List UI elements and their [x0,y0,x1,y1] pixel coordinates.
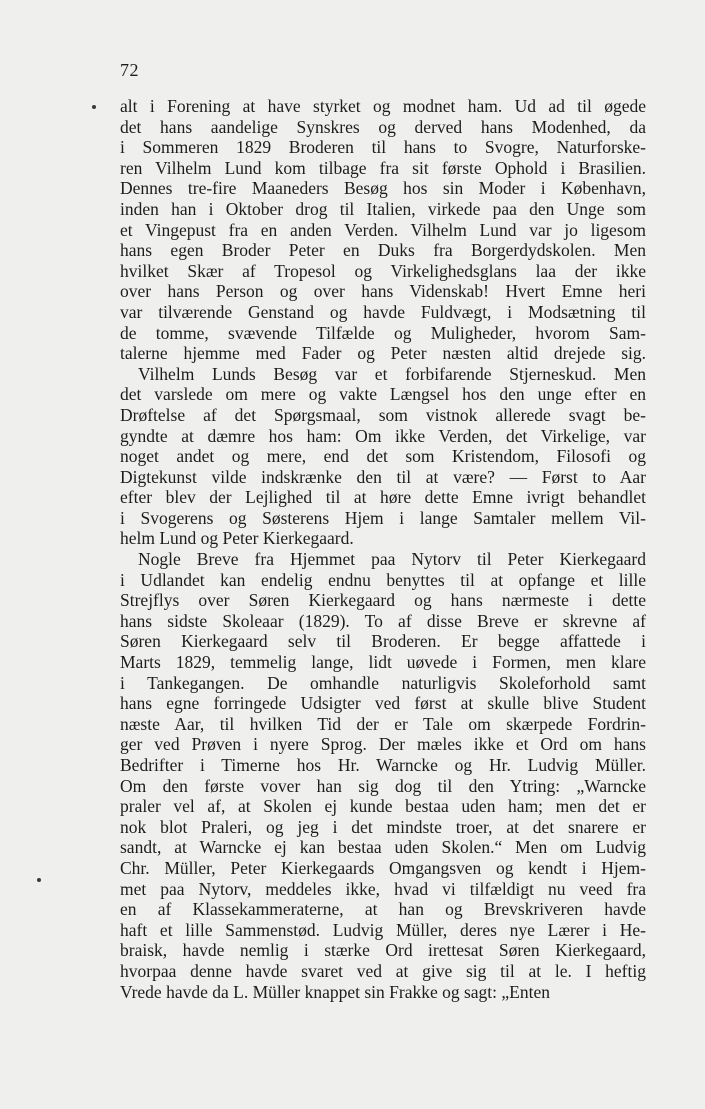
text-line: talerne hjemme med Fader og Peter næsten altid drejede sig. [120,343,646,364]
text-line: Dennes tre-fire Maaneders Besøg hos sin Moder i København, [120,178,646,199]
text-line: efter blev der Lejlighed til at høre dette Emne ivrigt behandlet [120,487,646,508]
margin-mark [92,105,96,109]
text-line: næste Aar, til hvilken Tid der er Tale om skærpede Fordrin- [120,713,646,734]
text-line: det hans aandelige Synskres og derved hans Modenhed, da [120,116,646,137]
text-line: Bedrifter i Timerne hos Hr. Warncke og Hr. Ludvig Müller. [120,755,646,775]
text-line: hans egne forringede Udsigter ved først at skulle blive Student [120,693,646,714]
text-line: Søren Kierkegaard selv til Broderen. Er begge affattede i [120,631,646,652]
text-line: sandt, at Warncke ej kan bestaa uden Skolen.“ Men om Ludvig [120,837,646,858]
text-line: Drøftelse af det Spørgsmaal, som vistnok allerede svagt be- [120,404,646,425]
text-line: Chr. Müller, Peter Kierkegaards Omgangsven og kendt i Hjem- [120,857,646,878]
text-line: var tilværende Genstand og havde Fuldvægt, i Modsætning til [120,301,646,322]
text-line: ger ved Prøven i nyere Sprog. Der mæles ikke et Ord om hans [120,734,646,755]
text-line: det varslede om mere og vakte Længsel hos den unge efter en [120,384,646,405]
text-line: Nogle Breve fra Hjemmet paa Nytorv til Peter Kierkegaard [138,549,646,570]
text-line: et Vingepust fra en anden Verden. Vilhelm Lund var jo ligesom [120,219,646,240]
text-line: hans sidste Skoleaar (1829). To af disse Breve er skrevne af [120,610,646,631]
text-line: en af Klassekammeraterne, at han og Brevskriveren havde [120,899,646,920]
page-number: 72 [120,60,139,80]
text-line: nok blot Praleri, og jeg i det mindste troer, at det snarere er [120,816,646,837]
text-line: alt i Forening at have styrket og modnet ham. Ud ad til øgede [120,96,646,116]
text-line: helm Lund og Peter Kierkegaard. [120,528,354,549]
text-line: praler vel af, at Skolen ej kunde bestaa uden ham; men det er [120,796,646,817]
body-text [120,96,646,1002]
text-line: ren Vilhelm Lund kom tilbage fra sit første Ophold i Brasilien. [120,157,646,178]
text-line: gyndte at dæmre hos ham: Om ikke Verden, det Virkelige, var [120,425,646,446]
text-line: Vilhelm Lunds Besøg var et forbifarende Stjerneskud. Men [138,363,646,384]
text-line: i Sommeren 1829 Broderen til hans to Svogre, Naturforske- [120,137,646,158]
text-line: de tomme, svævende Tilfælde og Muligheder, hvorom Sam- [120,322,646,343]
text-line: Strejflys over Søren Kierkegaard og hans nærmeste i dette [120,590,646,611]
text-line: noget andet og mere, end det som Kristendom, Filosofi og [120,446,646,467]
text-line: met paa Nytorv, meddeles ikke, hvad vi tilfældigt nu veed fra [120,878,646,899]
text-line: Digtekunst vilde indskrænke den til at være? — Først to Aar [120,466,646,487]
text-line: i Tankegangen. De omhandle naturligvis Skoleforhold samt [120,672,646,693]
margin-mark [37,878,41,882]
text-line: i Svogerens og Søsterens Hjem i lange Samtaler mellem Vil- [120,507,646,528]
text-line: i Udlandet kan endelig endnu benyttes til at opfange et lille [120,569,646,590]
text-line: hvilket Skær af Tropesol og Virkelighedsglans laa der ikke [120,260,646,281]
text-line: over hans Person og over hans Videnskab! Hvert Emne heri [120,281,646,302]
text-line: Vrede havde da L. Müller knappet sin Frakke og sagt: „Enten [120,981,550,1002]
text-line: haft et lille Sammenstød. Ludvig Müller, deres nye Lærer i He- [120,919,646,940]
text-line: hans egen Broder Peter en Duks fra Borgerdydskolen. Men [120,240,646,261]
text-line: hvorpaa denne havde svaret ved at give sig til at le. I heftig [120,960,646,981]
text-line: braisk, havde nemlig i stærke Ord irettesat Søren Kierkegaard, [120,940,646,961]
text-line: Marts 1829, temmelig lange, lidt uøvede i Formen, men klare [120,652,646,673]
text-line: inden han i Oktober drog til Italien, virkede paa den Unge som [120,198,646,219]
text-line: Om den første vover han sig dog til den Ytring: „Warncke [120,775,646,796]
